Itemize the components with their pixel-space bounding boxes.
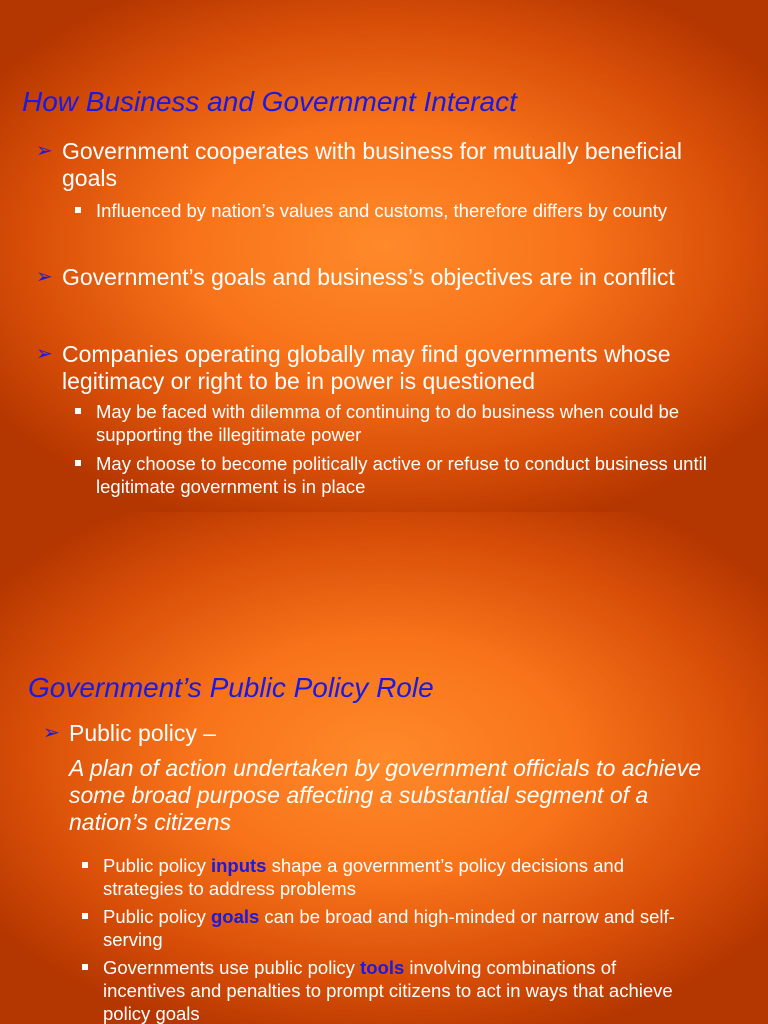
keyword-goals: goals (210, 906, 260, 927)
sub-bullet-goals (103, 905, 703, 951)
keyword-tools: tools (360, 957, 405, 978)
square-bullet-icon (75, 207, 81, 213)
sub-bullet-text: May be faced with dilemma of continuing to do business when could be supporting the illegitimate power (96, 401, 680, 445)
sub-bullet-text: May choose to become politically active or refuse to conduct business until legitimate government is in place (96, 453, 707, 497)
slide-public-policy-role (0, 512, 768, 1024)
sub-bullet-pre: Public policy (103, 906, 211, 927)
sub-bullet-values (96, 199, 716, 222)
sub-bullet-dilemma (96, 400, 716, 446)
square-bullet-icon (75, 408, 81, 414)
slide-title: How Business and Government Interact (22, 86, 517, 117)
arrow-bullet-icon: ➢ (36, 266, 53, 288)
bullet-text: Government cooperates with business for mutually beneficial goals (62, 138, 683, 191)
slide-title: Government’s Public Policy Role (28, 672, 434, 703)
bullet-text: Public policy – (69, 720, 217, 746)
sub-bullet-post: can be broad and high-minded or narrow and self-serving (103, 906, 675, 950)
bullet-cooperation (36, 138, 702, 192)
square-bullet-icon (75, 460, 81, 466)
sub-bullet-pre: Public policy (103, 855, 211, 876)
public-policy-definition: A plan of action undertaken by government officials to achieve some broad purpose affecting a substantial segment of a nation’s citizens (69, 755, 702, 835)
square-bullet-icon (82, 862, 88, 868)
sub-bullet-pre: Governments use public policy (103, 957, 361, 978)
sub-bullet-politically-active (96, 452, 716, 498)
sub-bullet-post: involving combinations of incentives and penalties to prompt citizens to act in ways that achieve policy goals (103, 957, 673, 1024)
keyword-inputs: inputs (210, 855, 267, 876)
sub-bullet-text: Influenced by nation’s values and customs, therefore differs by county (96, 200, 668, 221)
arrow-bullet-icon: ➢ (36, 140, 53, 162)
bullet-legitimacy (36, 341, 702, 395)
arrow-bullet-icon: ➢ (36, 343, 53, 365)
bullet-text: Government’s goals and business’s objectives are in conflict (62, 264, 675, 290)
bullet-public-policy (43, 720, 709, 747)
square-bullet-icon (82, 964, 88, 970)
bullet-conflict (36, 264, 702, 291)
sub-bullet-post: shape a government’s policy decisions and strategies to address problems (103, 855, 625, 899)
sub-bullet-inputs (103, 854, 703, 900)
bullet-text: Companies operating globally may find governments whose legitimacy or right to be in power is questioned (62, 341, 671, 394)
sub-bullet-tools (103, 956, 703, 1024)
arrow-bullet-icon: ➢ (43, 722, 60, 744)
square-bullet-icon (82, 913, 88, 919)
